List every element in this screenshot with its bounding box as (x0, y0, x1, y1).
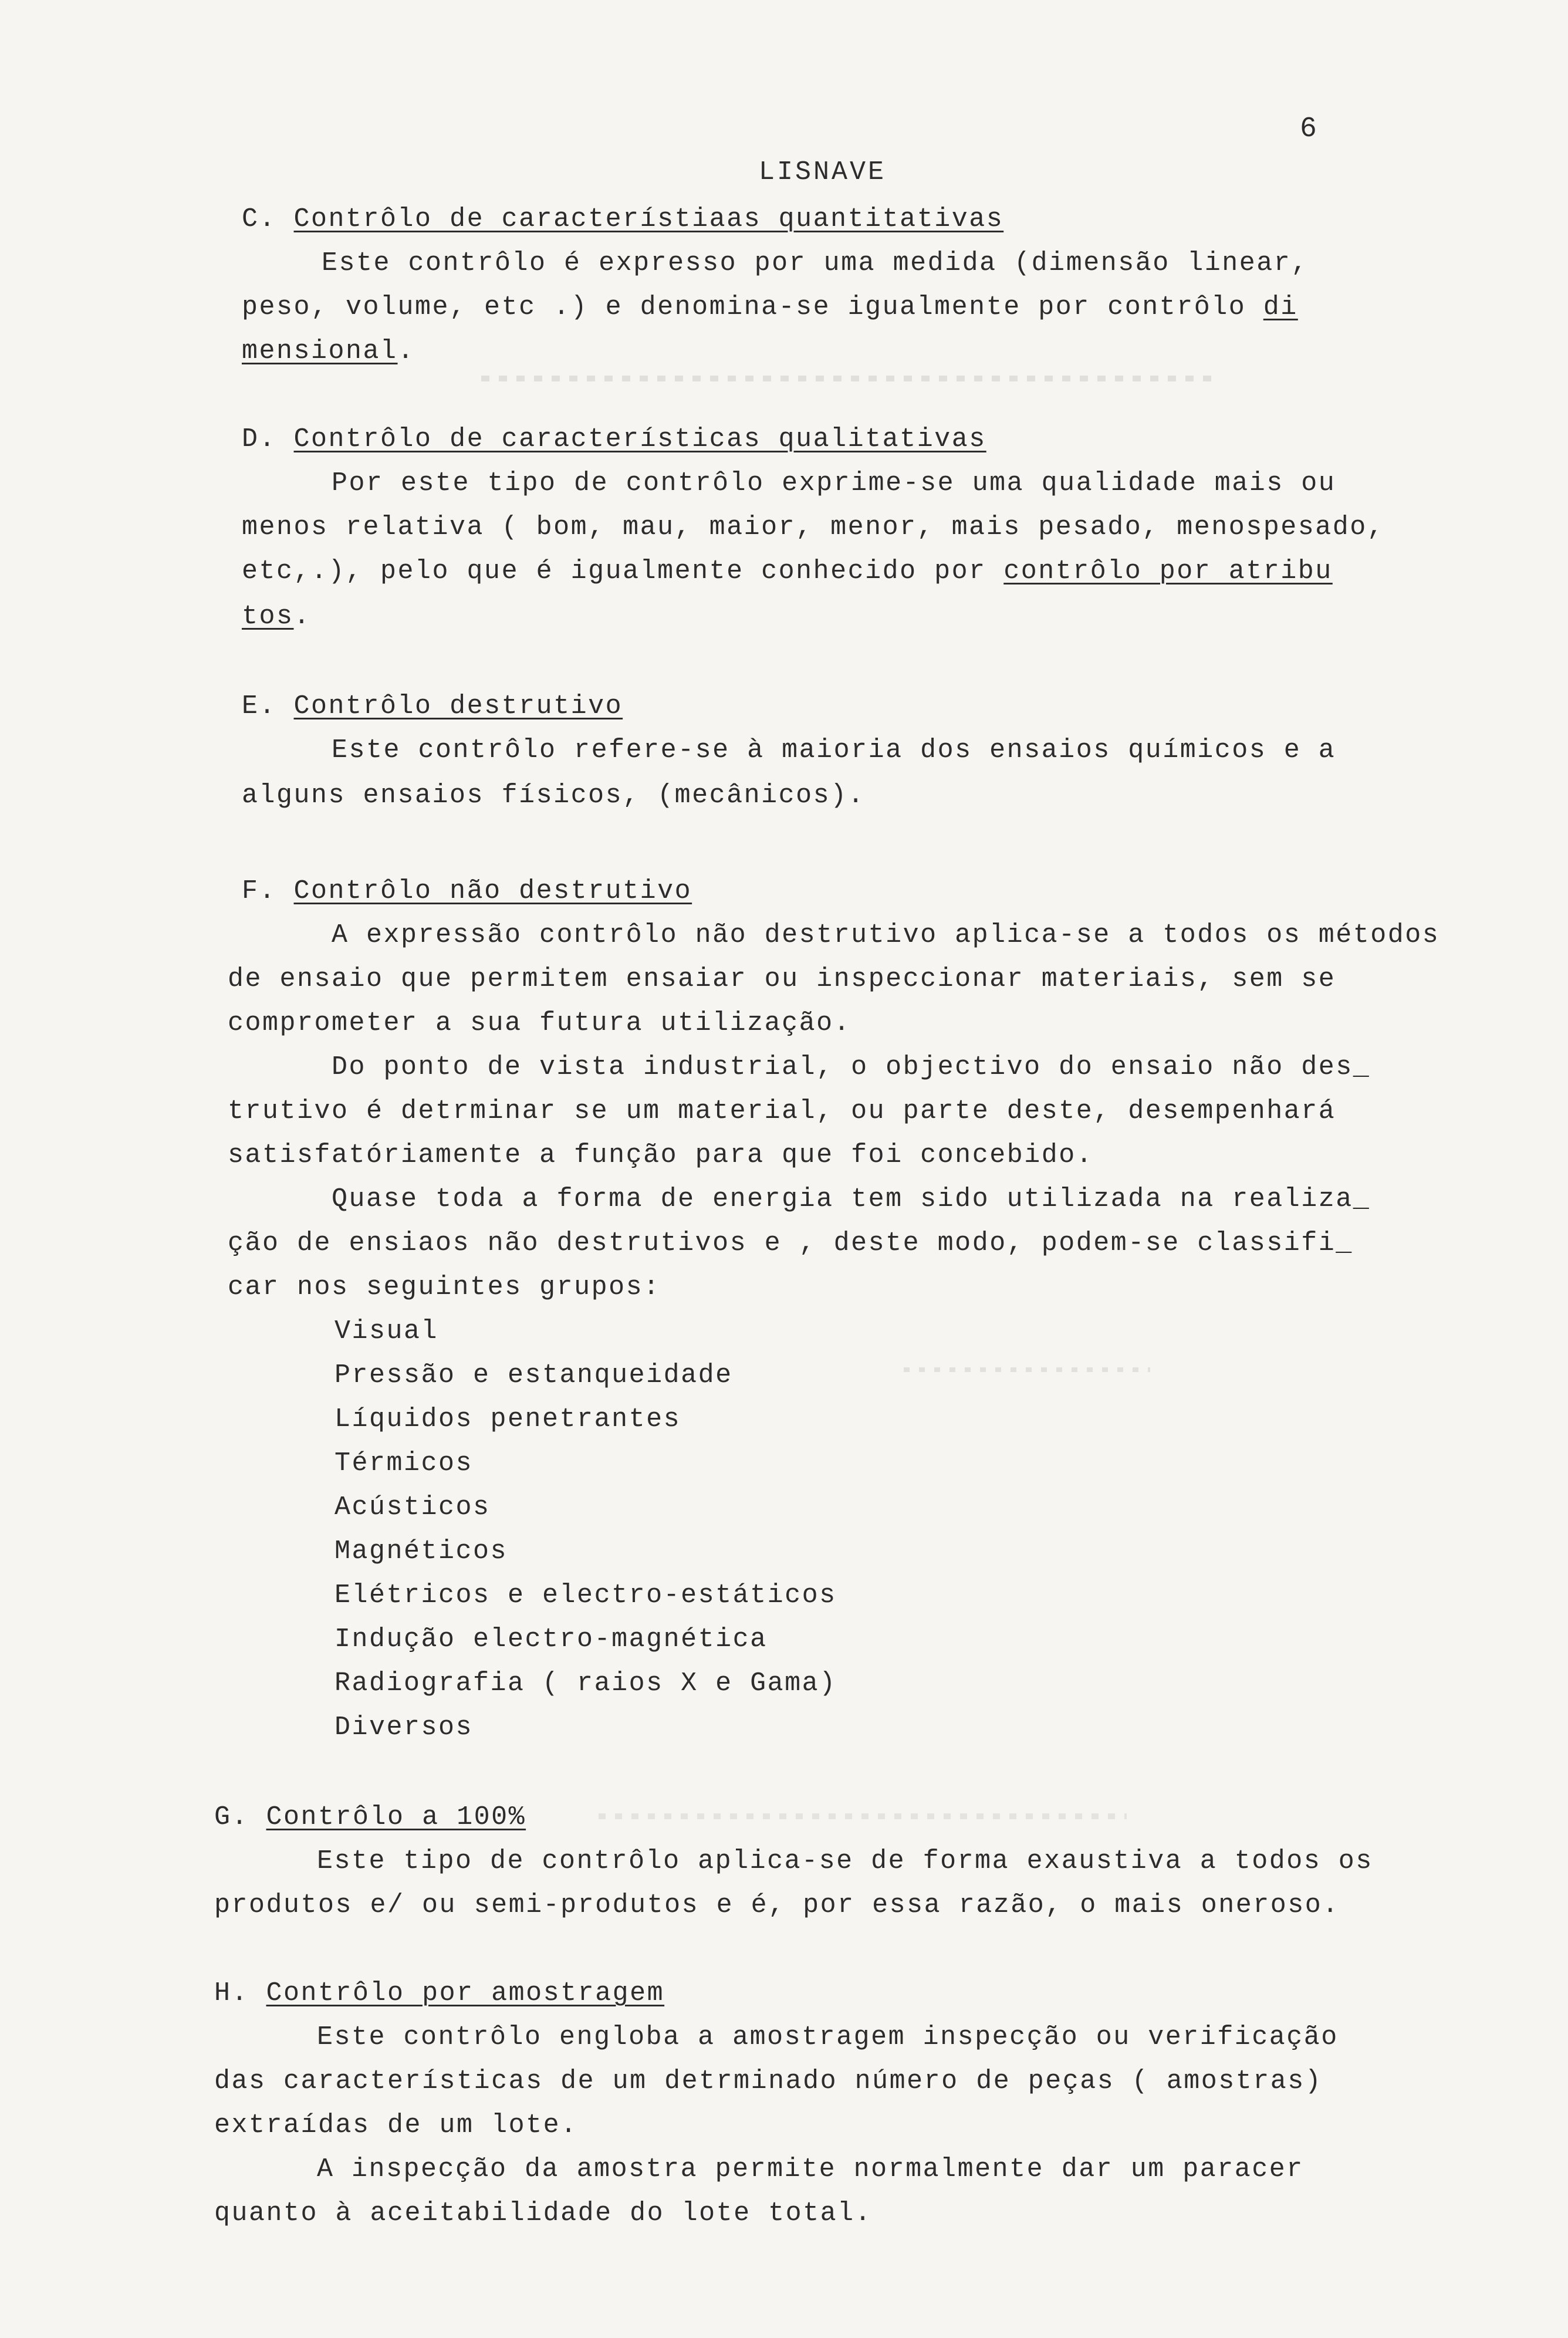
list-item: Térmicos (334, 1448, 474, 1478)
section-d-line: tos. (242, 602, 312, 631)
list-item: Elétricos e electro-estáticos (334, 1580, 837, 1610)
page-number: 6 (1300, 113, 1317, 145)
list-item: Radiografia ( raios X e Gama) (334, 1668, 837, 1698)
section-f-line: Quase toda a forma de energia tem sido utilizada na realiza_ (332, 1184, 1371, 1214)
section-e-line: alguns ensaios físicos, (mecânicos). (242, 781, 866, 810)
section-f-line: comprometer a sua futura utilização. (228, 1008, 851, 1038)
section-c-line: peso, volume, etc .) e denomina-se igualmente por contrôlo di (242, 292, 1298, 322)
section-f-line: satisfatóriamente a função para que foi concebido. (228, 1140, 1094, 1170)
section-e-heading: E. Contrôlo destrutivo (242, 691, 623, 721)
section-c-heading: C. Contrôlo de característiaas quantitativas (242, 204, 1004, 234)
section-h-line: Este contrôlo engloba a amostragem inspecção ou verificação (317, 2022, 1339, 2052)
list-item: Acústicos (334, 1492, 491, 1522)
section-f-line: A expressão contrôlo não destrutivo aplica-se a todos os métodos (332, 920, 1440, 950)
section-f-line: Do ponto de vista industrial, o objectivo do ensaio não des_ (332, 1052, 1371, 1082)
list-item: Indução electro-magnética (334, 1624, 768, 1654)
section-e-line: Este contrôlo refere-se à maioria dos ensaios químicos e a (332, 735, 1336, 765)
section-f-line: de ensaio que permitem ensaiar ou inspeccionar materiais, sem se (228, 964, 1336, 994)
section-h-line: A inspecção da amostra permite normalmente dar um paracer (317, 2154, 1304, 2184)
section-d-line: Por este tipo de contrôlo exprime-se uma qualidade mais ou (332, 468, 1336, 498)
list-item: Visual (334, 1316, 439, 1346)
document-header: LISNAVE (759, 157, 887, 187)
list-item: Magnéticos (334, 1536, 508, 1566)
scan-noise (599, 1813, 1127, 1819)
section-h-line: das características de um detrminado número de peças ( amostras) (214, 2066, 1323, 2096)
section-d-line: menos relativa ( bom, mau, maior, menor, mais pesado, menospesado, (242, 512, 1385, 542)
section-d-line: etc,.), pelo que é igualmente conhecido por contrôlo por atribu (242, 556, 1333, 586)
section-g-heading: G. Contrôlo a 100% (214, 1802, 526, 1832)
list-item: Líquidos penetrantes (334, 1404, 681, 1434)
section-f-line: trutivo é detrminar se um material, ou parte deste, desempenhará (228, 1096, 1336, 1126)
section-h-heading: H. Contrôlo por amostragem (214, 1978, 665, 2008)
section-g-line: Este tipo de contrôlo aplica-se de forma exaustiva a todos os (317, 1846, 1373, 1876)
section-h-line: extraídas de um lote. (214, 2110, 578, 2140)
section-g-line: produtos e/ ou semi-produtos e é, por essa razão, o mais oneroso. (214, 1890, 1340, 1920)
scan-noise (481, 376, 1221, 381)
section-c-line: mensional. (242, 336, 415, 366)
scan-noise (904, 1367, 1150, 1372)
section-f-line: ção de ensiaos não destrutivos e , deste modo, podem-se classifi_ (228, 1228, 1353, 1258)
section-f-line: car nos seguintes grupos: (228, 1272, 661, 1302)
section-h-line: quanto à aceitabilidade do lote total. (214, 2198, 873, 2228)
section-d-heading: D. Contrôlo de características qualitativas (242, 424, 986, 454)
list-item: Pressão e estanqueidade (334, 1360, 733, 1390)
list-item: Diversos (334, 1712, 474, 1742)
section-f-heading: F. Contrôlo não destrutivo (242, 876, 692, 906)
section-c-line: Este contrôlo é expresso por uma medida (dimensão linear, (322, 248, 1309, 278)
